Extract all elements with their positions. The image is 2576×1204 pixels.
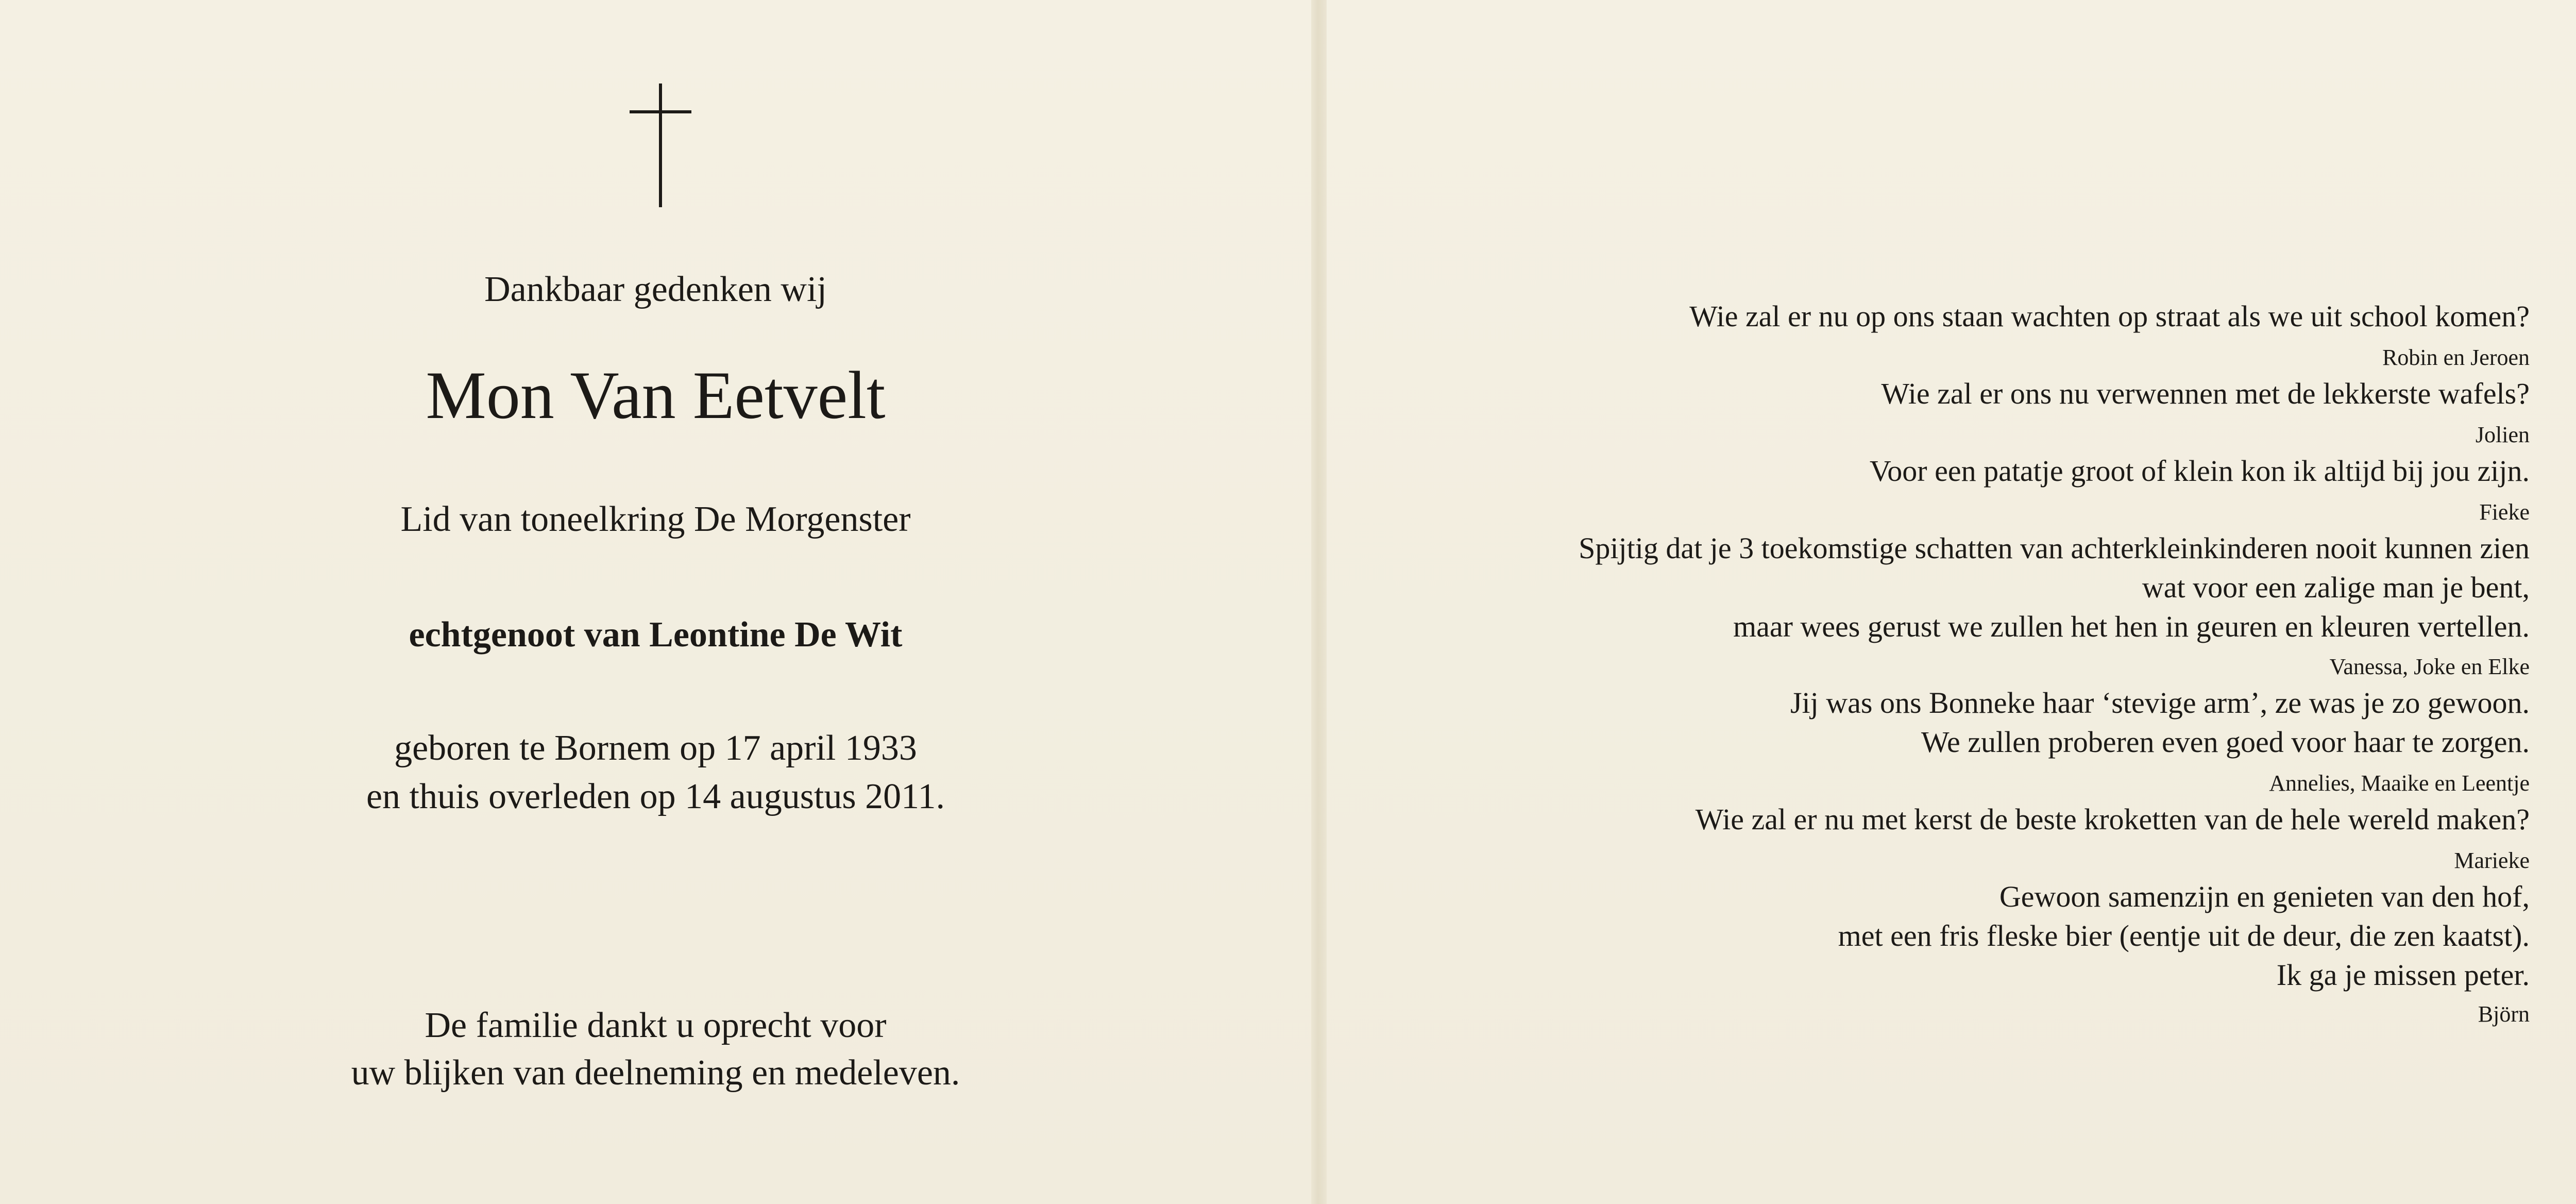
message-line: Spijtig dat je 3 toekomstige schatten van achterkleinkinderen nooit kunnen zien [1579,531,2530,565]
message-signature: Björn [2478,1001,2530,1027]
message-line: We zullen proberen even goed voor haar te zorgen. [1921,725,2530,759]
message-signature: Vanessa, Joke en Elke [2329,654,2530,679]
message-line: Wie zal er ons nu verwennen met de lekkerste wafels? [1881,377,2530,410]
thanks-line-2: uw blijken van deelneming en medeleven. [351,1053,960,1093]
intro-text: Dankbaar gedenken wij [484,270,827,309]
message-line: Wie zal er nu met kerst de beste kroketten van de hele wereld maken? [1695,802,2530,836]
message-line: Ik ga je missen peter. [2276,958,2530,992]
message-line: Jij was ons Bonneke haar ‘stevige arm’, ze was je zo gewoon. [1790,686,2530,720]
message-signature: Jolien [2475,422,2530,447]
message-line: Gewoon samenzijn en genieten van den hof, [1999,880,2530,913]
card-fold [1311,0,1327,1204]
cross-icon [630,83,691,207]
spouse-text: echtgenoot van Leontine De Wit [409,615,903,655]
deceased-name: Mon Van Eetvelt [426,357,886,433]
message-signature: Marieke [2454,848,2530,873]
message-line: maar wees gerust we zullen het hen in geuren en kleuren vertellen. [1733,610,2530,643]
birth-text: geboren te Bornem op 17 april 1933 [394,728,917,768]
message-signature: Annelies, Maaike en Leentje [2269,771,2530,796]
message-line: Wie zal er nu op ons staan wachten op straat als we uit school komen? [1689,299,2530,333]
message-signature: Fieke [2479,499,2530,525]
message-signature: Robin en Jeroen [2382,345,2530,370]
death-text: en thuis overleden op 14 augustus 2011. [366,777,945,816]
right-panel [1327,0,2576,1204]
message-line: Voor een patatje groot of klein kon ik altijd bij jou zijn. [1869,454,2530,488]
membership-text: Lid van toneelkring De Morgenster [400,499,911,539]
message-line: wat voor een zalige man je bent, [2142,571,2530,604]
message-line: met een fris fleske bier (eentje uit de deur, die zen kaatst). [1838,919,2530,952]
thanks-line-1: De familie dankt u oprecht voor [425,1006,887,1045]
